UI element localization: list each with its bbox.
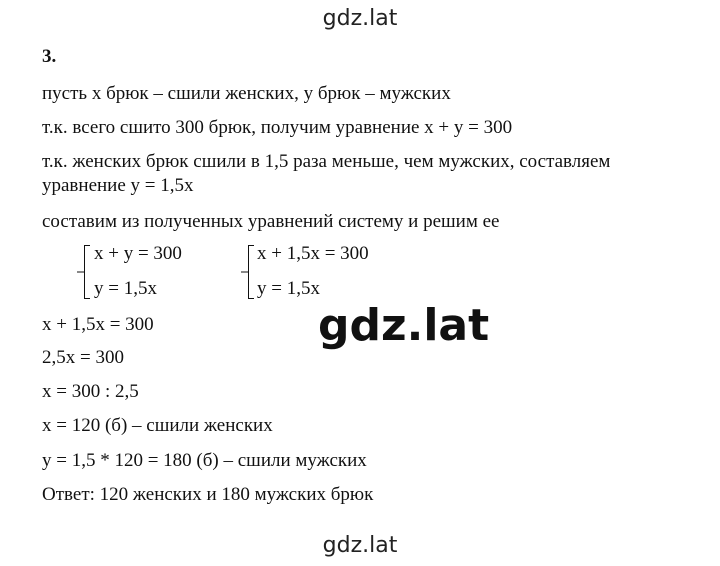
watermark-middle: gdz.lat xyxy=(318,300,490,351)
system1-eq2: y = 1,5x xyxy=(94,278,157,299)
text-line: составим из полученных уравнений систему и решим ее xyxy=(42,211,500,232)
watermark-top: gdz.lat xyxy=(322,6,398,31)
text-line: уравнение y = 1,5x xyxy=(42,175,194,196)
solution-line: x + 1,5x = 300 xyxy=(42,314,154,335)
system-brace-right xyxy=(248,246,257,298)
answer-line: Ответ: 120 женских и 180 мужских брюк xyxy=(42,484,374,505)
watermark-bottom: gdz.lat xyxy=(322,533,398,558)
text-line: т.к. женских брюк сшили в 1,5 раза меньше, чем мужских, составляем xyxy=(42,151,611,172)
system2-eq2: y = 1,5x xyxy=(257,278,320,299)
system1-eq1: x + y = 300 xyxy=(94,243,182,264)
system-brace-left xyxy=(84,246,93,298)
system2-eq1: x + 1,5x = 300 xyxy=(257,243,369,264)
solution-line: x = 300 : 2,5 xyxy=(42,381,139,402)
text-line: т.к. всего сшито 300 брюк, получим уравнение x + y = 300 xyxy=(42,117,513,138)
task-number: 3. xyxy=(42,46,57,67)
solution-line: 2,5x = 300 xyxy=(42,347,124,368)
solution-line: y = 1,5 * 120 = 180 (б) – сшили мужских xyxy=(42,450,367,471)
solution-line: x = 120 (б) – сшили женских xyxy=(42,415,273,436)
text-line: пусть x брюк – сшили женских, y брюк – мужских xyxy=(42,83,451,104)
